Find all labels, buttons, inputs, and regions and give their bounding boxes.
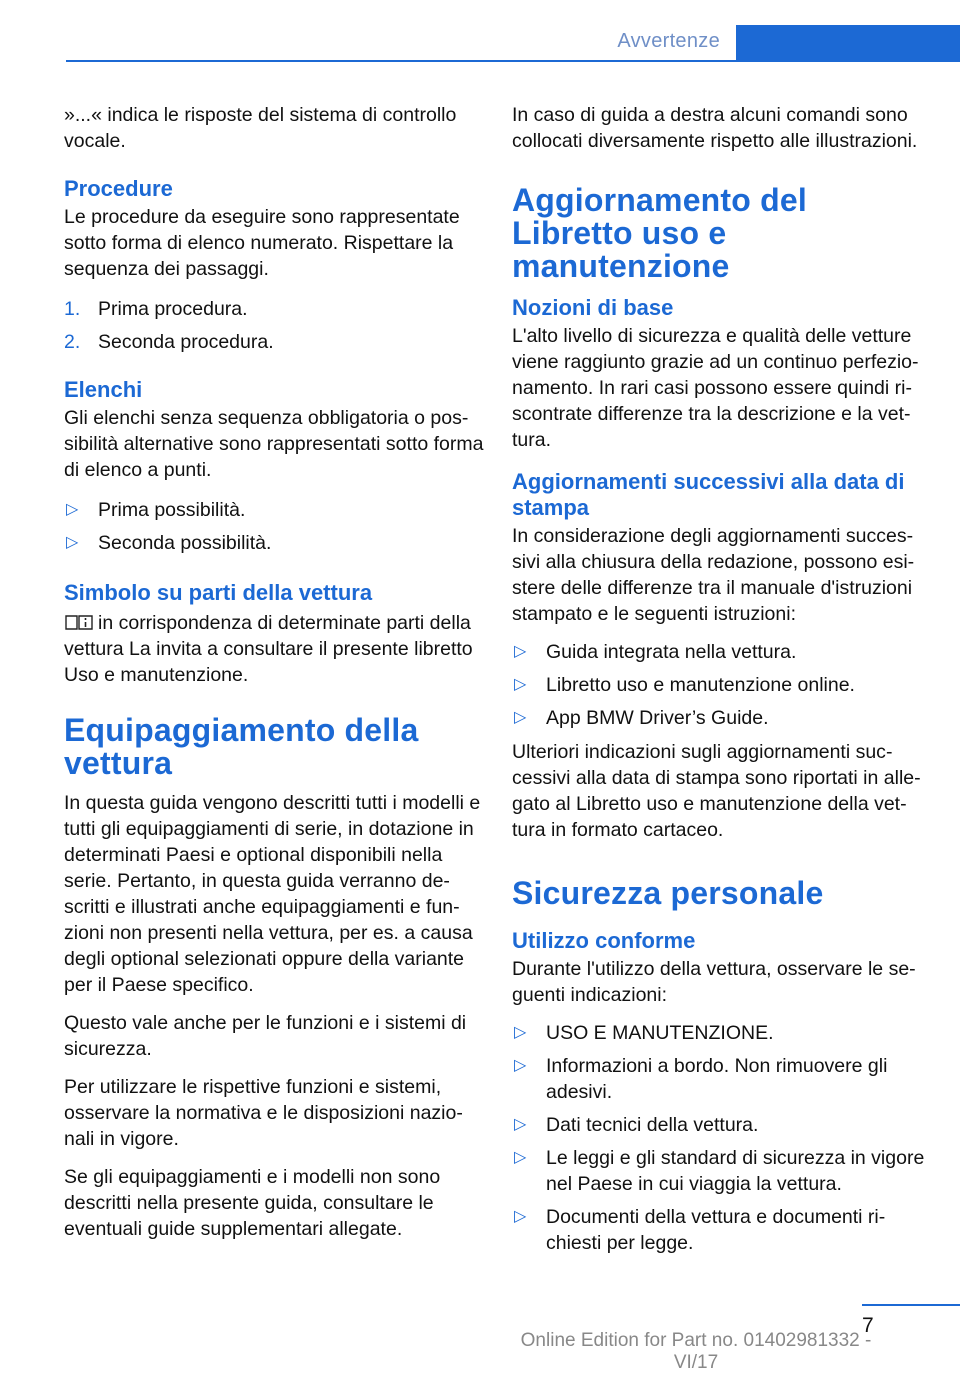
bullet-triangle-icon: ▷ <box>514 1057 527 1074</box>
intro-paragraph: »...« indica le risposte del sistema di controllo vocale. <box>64 104 457 152</box>
list-item <box>512 1053 932 1105</box>
step-text: Prima procedura. <box>98 298 248 320</box>
list-item <box>512 1020 932 1046</box>
bullet-triangle-icon: ▷ <box>514 1208 527 1225</box>
book-info-icon <box>64 614 94 631</box>
numbered-list <box>64 296 484 355</box>
step-number: 1. <box>64 298 81 320</box>
list-item <box>64 329 484 355</box>
symbol-text: in corrispondenza di determinate parti della vettura La invita a consultare il presente libretto Uso e manutenzione. <box>64 612 473 686</box>
bullet-text: Guida integrata nella vettura. <box>546 641 797 663</box>
bullet-triangle-icon: ▷ <box>514 643 527 660</box>
bullet-list <box>512 639 932 731</box>
equipment-paragraph: Per utilizzare le rispettive funzioni e sistemi, osservare la normativa e le disposizioni nazionali in vigore. <box>64 1076 463 1150</box>
bullet-triangle-icon: ▷ <box>66 501 79 518</box>
left-column <box>64 102 484 1254</box>
header-color-block <box>736 25 960 62</box>
bullet-text: Libretto uso e manutenzione online. <box>546 674 855 696</box>
bullet-triangle-icon: ▷ <box>66 534 79 551</box>
list-item <box>512 1145 932 1197</box>
bullet-text: Documenti della vettura e documenti richiesti per legge. <box>546 1206 886 1254</box>
right-column <box>512 102 932 1264</box>
bullet-triangle-icon: ▷ <box>514 1024 527 1041</box>
lists-heading: Elenchi <box>64 377 143 402</box>
step-number: 2. <box>64 331 81 353</box>
later-heading: Aggiornamenti successivi alla data di stampa <box>512 469 905 520</box>
symbol-paragraph <box>64 610 484 688</box>
procedure-heading: Procedure <box>64 176 173 201</box>
step-text: Seconda procedura. <box>98 331 274 353</box>
basics-heading: Nozioni di base <box>512 295 674 320</box>
use-heading: Utilizzo conforme <box>512 928 696 953</box>
equipment-paragraph: Se gli equipaggiamenti e i modelli non sono descritti nella presente guida, consultare le eventuali guide supplementari allegate. <box>64 1166 441 1240</box>
bullet-text: USO E MANUTENZIONE. <box>546 1022 774 1044</box>
page-number: 7 <box>862 1314 874 1337</box>
bullet-text: Informazioni a bordo. Non rimuovere gli adesivi. <box>546 1055 888 1103</box>
update-heading: Aggiornamento del Libretto uso e manutenzione <box>512 182 807 284</box>
page-section-title: Avvertenze <box>617 30 720 52</box>
basics-paragraph: L'alto livello di sicurezza e qualità delle vetture viene raggiunto grazie ad un continuo perfezionamento. In rari casi possono essere quindi riscontrate differenze tra la descrizione e la vettura. <box>512 325 919 451</box>
bullet-text: Seconda possibilità. <box>98 532 272 554</box>
bullet-text: Le leggi e gli standard di sicurezza in vigore nel Paese in cui viaggia la vettura. <box>546 1147 925 1195</box>
bullet-list <box>64 497 484 556</box>
bullet-triangle-icon: ▷ <box>514 676 527 693</box>
bullet-triangle-icon: ▷ <box>514 709 527 726</box>
list-item <box>512 705 932 731</box>
bullet-text: Dati tecnici della vettura. <box>546 1114 759 1136</box>
list-item <box>512 639 932 665</box>
list-item <box>512 1204 932 1256</box>
later-paragraph: In considerazione degli aggiornamenti successivi alla chiusura della redazione, possono esistere delle differenze tra il manuale d'istruzioni stampato e le seguenti istruzioni: <box>512 525 915 625</box>
bullet-triangle-icon: ▷ <box>514 1116 527 1133</box>
bullet-text: Prima possibilità. <box>98 499 246 521</box>
list-item <box>64 497 484 523</box>
equipment-heading: Equipaggiamento della vettura <box>64 712 419 781</box>
bullet-triangle-icon: ▷ <box>514 1149 527 1166</box>
list-item <box>64 530 484 556</box>
equipment-paragraph: Questo vale anche per le funzioni e i sistemi di sicurezza. <box>64 1012 467 1060</box>
list-item <box>512 672 932 698</box>
symbol-heading: Simbolo su parti della vettura <box>64 580 373 605</box>
lists-paragraph: Gli elenchi senza sequenza obbligatoria o possibilità alternative sono rappresentati sotto forma di elenco a punti. <box>64 407 484 481</box>
later-note-paragraph: Ulteriori indicazioni sugli aggiornamenti successivi alla data di stampa sono riportati in allegato al Libretto uso e manutenzione della vettura in formato cartaceo. <box>512 741 921 841</box>
bullet-text: App BMW Driver’s Guide. <box>546 707 769 729</box>
list-item <box>64 296 484 322</box>
intro-paragraph: In caso di guida a destra alcuni comandi sono collocati diversamente rispetto alle illustrazioni. <box>512 104 918 152</box>
safety-heading: Sicurezza personale <box>512 875 824 911</box>
bullet-list <box>512 1020 932 1256</box>
equipment-paragraph: In questa guida vengono descritti tutti i modelli e tutti gli equipaggiamenti di serie, in dotazione in determinati Paesi e optional disponibili nella serie. Pertanto, in questa guida verranno descritti e illustrati anche equipaggiamenti e funzioni non presenti nella vettura, per es. a causa degli optional selezionati oppure della variante per il Paese specifico. <box>64 792 481 996</box>
procedure-paragraph: Le procedure da eseguire sono rappresentate sotto forma di elenco numerato. Rispettare la sequenza dei passaggi. <box>64 206 460 280</box>
list-item <box>512 1112 932 1138</box>
use-paragraph: Durante l'utilizzo della vettura, osservare le seguenti indicazioni: <box>512 958 916 1006</box>
footer-rule <box>862 1304 960 1306</box>
edition-watermark: Online Edition for Part no. 01402981332 - VI/17 <box>520 1330 872 1373</box>
